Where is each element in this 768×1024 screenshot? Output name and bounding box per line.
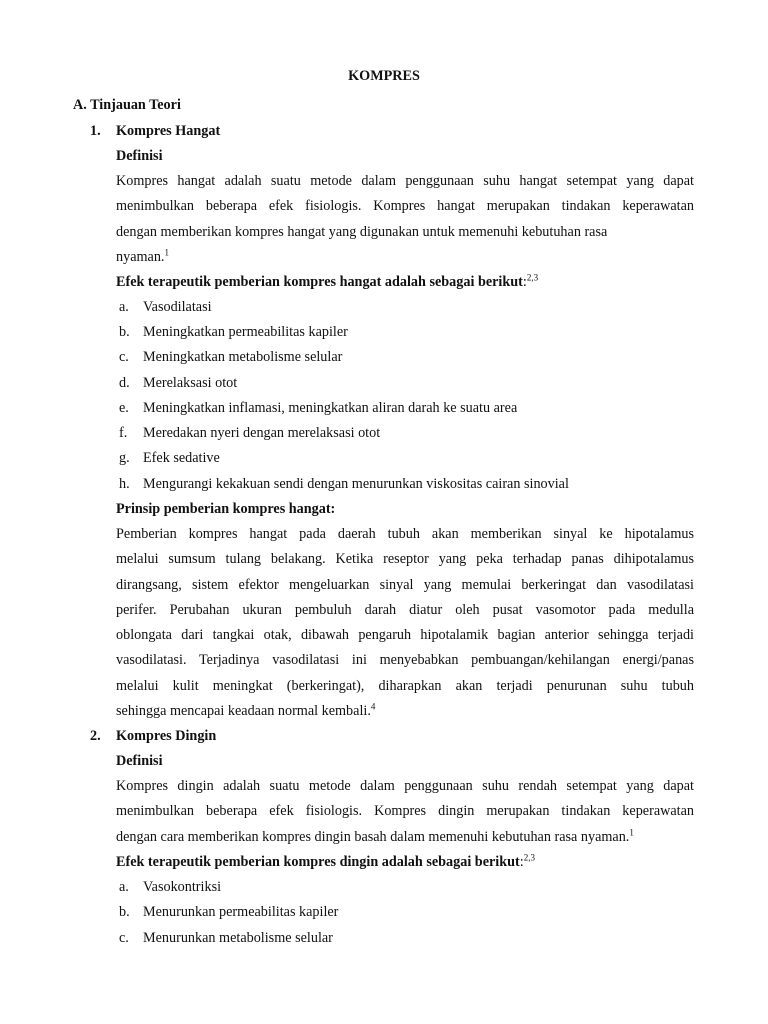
section-2-efek-heading: Efek terapeutik pemberian kompres dingin adalah sebagai berikut:$^{2,3}$	[116, 852, 535, 870]
section-1-efek-heading: Efek terapeutik pemberian kompres hangat adalah sebagai berikut:$^{2,3}$	[116, 272, 539, 290]
footnote-ref: 2,3	[526, 272, 539, 283]
list-item-letter: c.	[119, 930, 129, 946]
section-2-number: 2.	[90, 728, 101, 744]
list-item-letter: c.	[119, 349, 129, 365]
list-item-letter: b.	[119, 904, 130, 920]
section-2-definisi-label: Definisi	[116, 753, 163, 769]
section-1-number: 1.	[90, 123, 101, 139]
list-item: Merelaksasi otot	[143, 375, 238, 391]
section-1-prinsip-line: melalui sumsum tulang belakang. Ketika reseptor yang peka terhadap panas dihipotalamus	[116, 551, 694, 567]
list-item: Meredakan nyeri dengan merelaksasi otot	[143, 425, 381, 441]
section-1-prinsip-line: vasodilatasi. Terjadinya vasodilatasi ini menyebabkan pembuangan/kehilangan energi/panas	[116, 652, 694, 668]
list-item-letter: d.	[119, 375, 130, 391]
list-item: Meningkatkan metabolisme selular	[143, 349, 343, 365]
page-title: KOMPRES	[348, 68, 420, 84]
section-1-prinsip-heading: Prinsip pemberian kompres hangat:	[116, 501, 336, 517]
footnote-ref: 2,3	[523, 852, 535, 863]
list-item: Efek sedative	[143, 450, 220, 466]
section-1-definisi-line: menimbulkan beberapa efek fisiologis. Kompres hangat merupakan tindakan keperawatan	[116, 198, 694, 214]
section-1-definisi-last-line: nyaman.$^1$	[116, 247, 169, 265]
section-2-heading: Kompres Dingin	[116, 728, 217, 744]
section-2-definisi-line: Kompres dingin adalah suatu metode dalam penggunaan suhu rendah setempat yang dapat	[116, 778, 694, 794]
section-1-prinsip-last-line: sehingga mencapai keadaan normal kembali.$^4$	[116, 701, 376, 719]
section-1-prinsip-line: melalui kulit meningkat (berkeringat), diharapkan akan terjadi penurunan suhu tubuh	[116, 678, 694, 694]
section-2-definisi-last-line: dengan cara memberikan kompres dingin basah dalam memenuhi kebutuhan rasa nyaman.$^1$	[116, 827, 634, 845]
list-item: Meningkatkan permeabilitas kapiler	[143, 324, 348, 340]
section-1-prinsip-line: perifer. Perubahan ukuran pembuluh darah diatur oleh pusat vasomotor pada medulla	[116, 602, 694, 618]
section-1-heading: Kompres Hangat	[116, 123, 221, 139]
section-1-prinsip-line: dirangsang, sistem efektor mengeluarkan sinyal yang memulai berkeringat dan vasodilatasi	[116, 577, 694, 593]
footnote-ref: 4	[370, 701, 376, 712]
list-item-letter: b.	[119, 324, 130, 340]
list-item: Vasodilatasi	[143, 299, 212, 315]
list-item: Meningkatkan inflamasi, meningkatkan aliran darah ke suatu area	[143, 400, 518, 416]
section-1-prinsip-line: oblongata dari tangkai otak, dibawah pengaruh hipotalamik bagian anterior sehingga terjadi	[116, 627, 694, 643]
section-1-definisi-line: Kompres hangat adalah suatu metode dalam penggunaan suhu hangat setempat yang dapat	[116, 173, 694, 189]
section-1-definisi-label: Definisi	[116, 148, 163, 164]
footnote-ref: 1	[164, 247, 169, 258]
list-item-letter: e.	[119, 400, 129, 416]
section-2-definisi-line: menimbulkan beberapa efek fisiologis. Kompres dingin merupakan tindakan keperawatan	[116, 803, 694, 819]
footnote-ref: 1	[629, 827, 634, 838]
list-item: Menurunkan permeabilitas kapiler	[143, 904, 339, 920]
list-item-letter: a.	[119, 299, 129, 315]
list-item-letter: g.	[119, 450, 130, 466]
list-item-letter: a.	[119, 879, 129, 895]
section-a-heading: A. Tinjauan Teori	[73, 97, 181, 113]
list-item: Menurunkan metabolisme selular	[143, 930, 333, 946]
section-1-definisi-line: dengan memberikan kompres hangat yang digunakan untuk memenuhi kebutuhan rasa	[116, 224, 608, 240]
list-item-letter: h.	[119, 476, 130, 492]
list-item-letter: f.	[119, 425, 128, 441]
list-item: Vasokontriksi	[143, 879, 222, 895]
section-1-prinsip-line: Pemberian kompres hangat pada daerah tubuh akan memberikan sinyal ke hipotalamus	[116, 526, 694, 542]
list-item: Mengurangi kekakuan sendi dengan menurunkan viskositas cairan sinovial	[143, 476, 569, 492]
